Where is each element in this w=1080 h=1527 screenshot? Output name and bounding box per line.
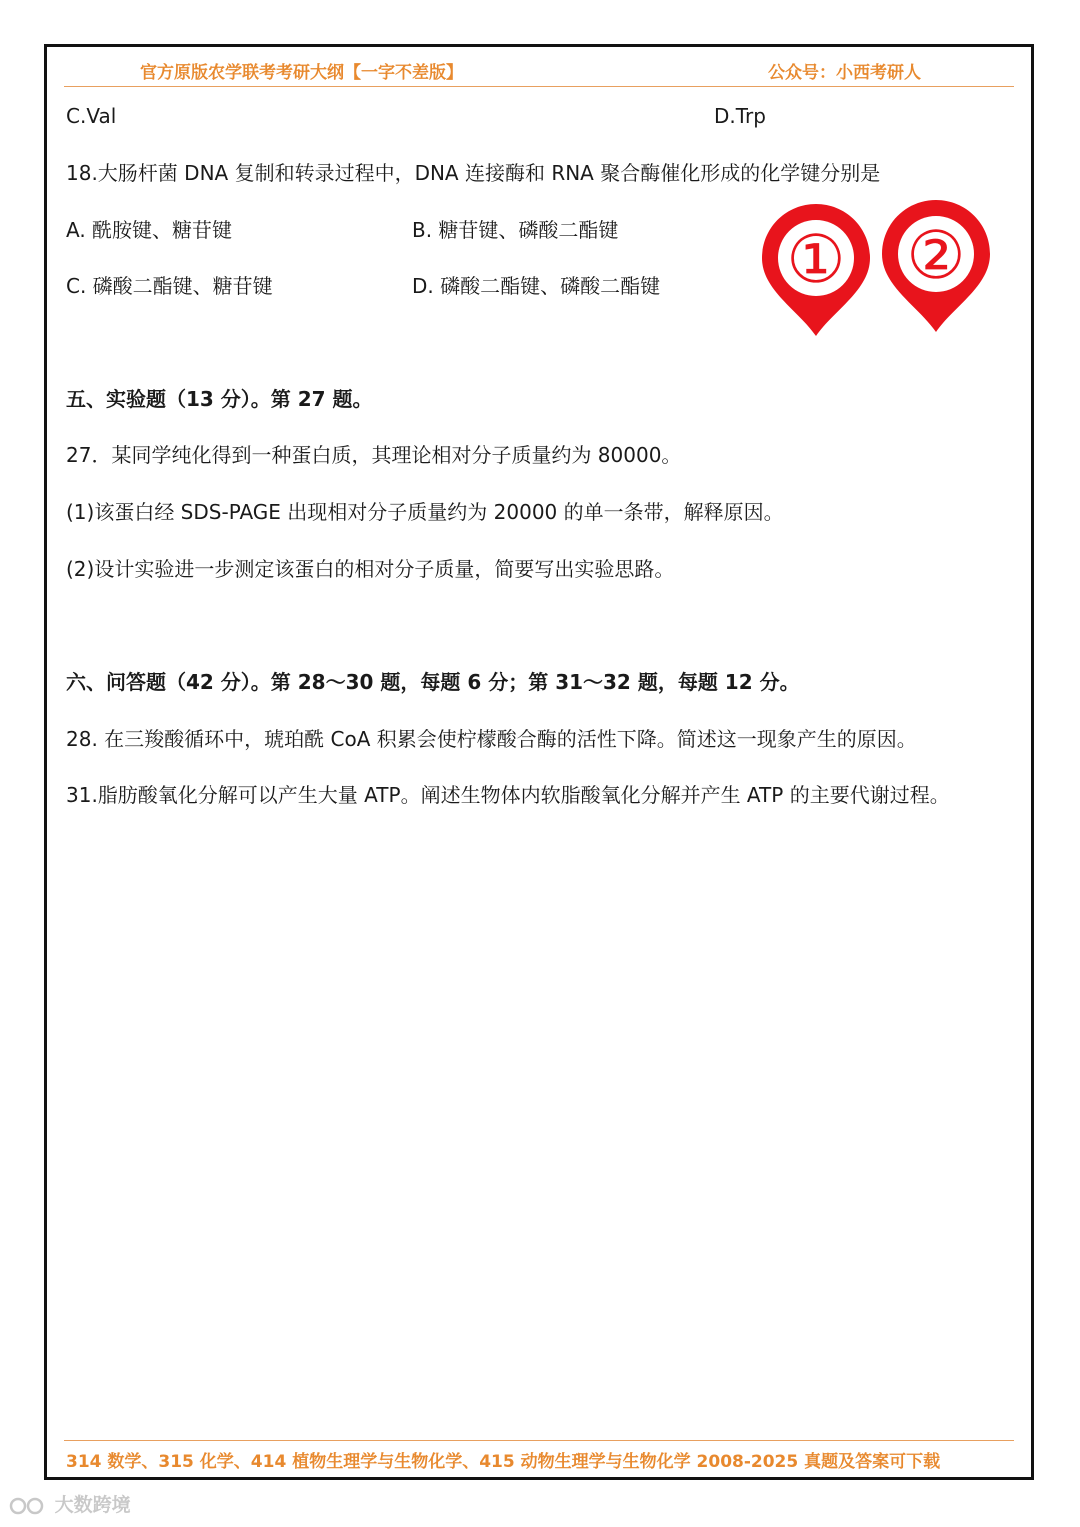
marker-number-1: ① [786, 221, 846, 298]
q17-option-d: D.Trp [714, 104, 766, 128]
footer-divider [64, 1440, 1014, 1441]
watermark-logo-icon [8, 1495, 48, 1517]
q18-stem: 18.大肠杆菌 DNA 复制和转录过程中，DNA 连接酶和 RNA 聚合酶催化形成的化学键分别是 [66, 161, 881, 185]
watermark-text: 大数跨境 [54, 1494, 131, 1516]
watermark [8, 1490, 131, 1517]
section5-heading: 五、实验题（13 分）。第 27 题。 [66, 387, 373, 411]
q31: 31.脂肪酸氧化分解可以产生大量 ATP。阐述生物体内软脂酸氧化分解并产生 ATP 的主要代谢过程。 [66, 783, 950, 807]
marker-number-2: ② [906, 217, 966, 294]
q28: 28. 在三羧酸循环中，琥珀酰 CoA 积累会使柠檬酸合酶的活性下降。简述这一现象产生的原因。 [66, 727, 917, 751]
q27-part2: (2)设计实验进一步测定该蛋白的相对分子质量，简要写出实验思路。 [66, 557, 675, 581]
header-title: 官方原版农学联考考研大纲【一字不差版】 [140, 63, 463, 83]
marker-pin-2 [878, 196, 994, 336]
section6-heading: 六、问答题（42 分）。第 28～30 题，每题 6 分；第 31～32 题，每题 12 分。 [66, 670, 800, 694]
q18-option-c: C. 磷酸二酯键、糖苷键 [66, 274, 273, 298]
footer-note: 314 数学、315 化学、414 植物生理学与生物化学、415 动物生理学与生物化学 2008-2025 真题及答案可下载 [66, 1452, 941, 1472]
header-wechat-account: 公众号：小西考研人 [768, 63, 921, 83]
q18-option-b: B. 糖苷键、磷酸二酯键 [412, 218, 619, 242]
q17-option-c: C.Val [66, 104, 117, 128]
q18-option-d: D. 磷酸二酯键、磷酸二酯键 [412, 274, 661, 298]
q27-stem: 27．某同学纯化得到一种蛋白质，其理论相对分子质量约为 80000。 [66, 443, 682, 467]
marker-pin-1 [758, 200, 874, 340]
q27-part1: (1)该蛋白经 SDS-PAGE 出现相对分子质量约为 20000 的单一条带，解释原因。 [66, 500, 784, 524]
q18-option-a: A. 酰胺键、糖苷键 [66, 218, 233, 242]
header-divider [64, 86, 1014, 87]
